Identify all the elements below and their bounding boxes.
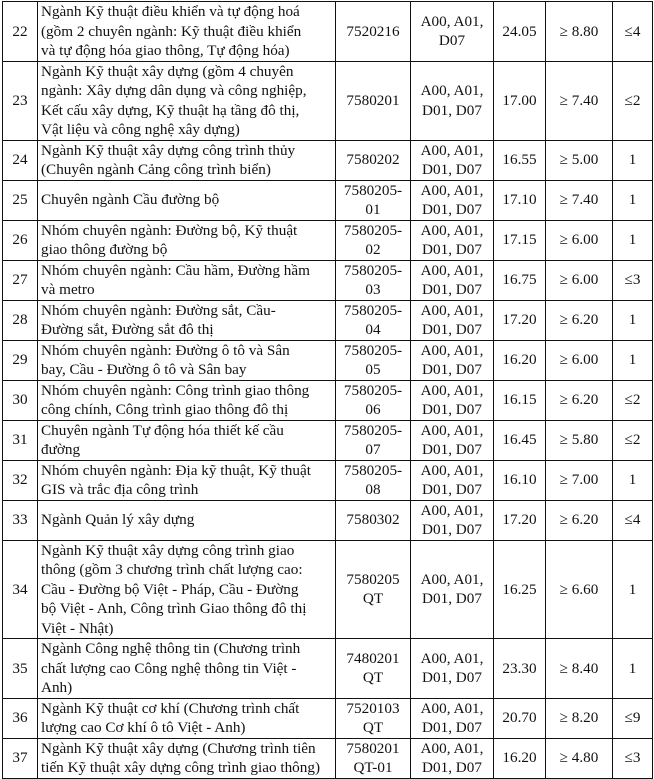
program-code: 7580202 <box>336 140 411 180</box>
table-row <box>3 300 653 340</box>
program-name: Chuyên ngành Cầu đường bộ <box>38 180 336 220</box>
program-name: Ngành Kỹ thuật điều khiển và tự động hoá (gồm 2 chuyên ngành: Kỹ thuật điều khiển và tự động hóa giao thông, Tự động hóa) <box>38 2 336 62</box>
subject-combinations: A00, A01, D01, D07 <box>411 61 494 140</box>
table-row <box>3 639 653 699</box>
tie-break-order: ≤2 <box>613 420 653 460</box>
minimum-score: ≥ 6.00 <box>546 260 613 300</box>
program-name: Ngành Kỹ thuật xây dựng (Chương trình tiên tiến Kỹ thuật xây dựng công trình giao thông) <box>38 738 336 778</box>
tie-break-order: 1 <box>613 180 653 220</box>
minimum-score: ≥ 8.20 <box>546 698 613 738</box>
admission-scores-table <box>2 1 653 779</box>
tie-break-order: ≤2 <box>613 380 653 420</box>
table-body <box>3 2 653 779</box>
minimum-score: ≥ 6.00 <box>546 340 613 380</box>
benchmark-score: 16.10 <box>494 460 546 500</box>
program-code: 7520103 QT <box>336 698 411 738</box>
tie-break-order: 1 <box>613 639 653 699</box>
table-row <box>3 340 653 380</box>
table-row <box>3 500 653 540</box>
program-code: 7580205- 02 <box>336 220 411 260</box>
minimum-score: ≥ 6.60 <box>546 540 613 639</box>
subject-combinations: A00, A01, D01, D07 <box>411 420 494 460</box>
benchmark-score: 16.45 <box>494 420 546 460</box>
program-name: Nhóm chuyên ngành: Đường sắt, Cầu- Đường sắt, Đường sắt đô thị <box>38 300 336 340</box>
minimum-score: ≥ 6.00 <box>546 220 613 260</box>
benchmark-score: 16.55 <box>494 140 546 180</box>
program-code: 7580205- 03 <box>336 260 411 300</box>
table-row <box>3 2 653 62</box>
benchmark-score: 16.20 <box>494 340 546 380</box>
subject-combinations: A00, A01, D01, D07 <box>411 540 494 639</box>
minimum-score: ≥ 8.80 <box>546 2 613 62</box>
benchmark-score: 17.20 <box>494 500 546 540</box>
subject-combinations: A00, A01, D01, D07 <box>411 260 494 300</box>
minimum-score: ≥ 6.20 <box>546 300 613 340</box>
row-number: 34 <box>3 540 38 639</box>
minimum-score: ≥ 5.00 <box>546 140 613 180</box>
tie-break-order: ≤4 <box>613 2 653 62</box>
table-row <box>3 738 653 778</box>
subject-combinations: A00, A01, D01, D07 <box>411 180 494 220</box>
subject-combinations: A00, A01, D01, D07 <box>411 220 494 260</box>
program-code: 7580205- 07 <box>336 420 411 460</box>
tie-break-order: 1 <box>613 540 653 639</box>
table-row <box>3 180 653 220</box>
program-code: 7580205- 05 <box>336 340 411 380</box>
tie-break-order: ≤4 <box>613 500 653 540</box>
tie-break-order: 1 <box>613 220 653 260</box>
row-number: 23 <box>3 61 38 140</box>
program-name: Nhóm chuyên ngành: Cầu hầm, Đường hầm và metro <box>38 260 336 300</box>
program-name: Nhóm chuyên ngành: Công trình giao thông công chính, Công trình giao thông đô thị <box>38 380 336 420</box>
table-row <box>3 380 653 420</box>
row-number: 37 <box>3 738 38 778</box>
subject-combinations: A00, A01, D01, D07 <box>411 698 494 738</box>
row-number: 32 <box>3 460 38 500</box>
program-code: 7580201 QT-01 <box>336 738 411 778</box>
program-name: Ngành Kỹ thuật xây dựng công trình thủy (Chuyên ngành Cảng công trình biển) <box>38 140 336 180</box>
row-number: 30 <box>3 380 38 420</box>
program-name: Ngành Kỹ thuật xây dựng công trình giao thông (gồm 3 chương trình chất lượng cao: Cầu - Đường bộ Việt - Pháp, Cầu - Đường bộ Việt - Anh, Công trình Giao thông đô thị Việt - Nhật) <box>38 540 336 639</box>
subject-combinations: A00, A01, D01, D07 <box>411 340 494 380</box>
program-code: 7580205 QT <box>336 540 411 639</box>
subject-combinations: A00, A01, D01, D07 <box>411 738 494 778</box>
program-name: Nhóm chuyên ngành: Đường ô tô và Sân bay, Cầu - Đường ô tô và Sân bay <box>38 340 336 380</box>
program-name: Chuyên ngành Tự động hóa thiết kế cầu đường <box>38 420 336 460</box>
tie-break-order: 1 <box>613 300 653 340</box>
table-row <box>3 540 653 639</box>
program-code: 7580302 <box>336 500 411 540</box>
benchmark-score: 16.20 <box>494 738 546 778</box>
tie-break-order: ≤2 <box>613 61 653 140</box>
benchmark-score: 16.25 <box>494 540 546 639</box>
row-number: 29 <box>3 340 38 380</box>
row-number: 36 <box>3 698 38 738</box>
table-row <box>3 460 653 500</box>
tie-break-order: ≤3 <box>613 260 653 300</box>
program-code: 7580205- 04 <box>336 300 411 340</box>
row-number: 33 <box>3 500 38 540</box>
benchmark-score: 17.15 <box>494 220 546 260</box>
program-code: 7480201 QT <box>336 639 411 699</box>
benchmark-score: 16.75 <box>494 260 546 300</box>
minimum-score: ≥ 5.80 <box>546 420 613 460</box>
row-number: 25 <box>3 180 38 220</box>
subject-combinations: A00, A01, D01, D07 <box>411 300 494 340</box>
minimum-score: ≥ 7.40 <box>546 61 613 140</box>
minimum-score: ≥ 6.20 <box>546 500 613 540</box>
row-number: 22 <box>3 2 38 62</box>
row-number: 28 <box>3 300 38 340</box>
program-code: 7580205- 06 <box>336 380 411 420</box>
program-name: Ngành Kỹ thuật cơ khí (Chương trình chất lượng cao Cơ khí ô tô Việt - Anh) <box>38 698 336 738</box>
benchmark-score: 17.20 <box>494 300 546 340</box>
tie-break-order: ≤3 <box>613 738 653 778</box>
benchmark-score: 23.30 <box>494 639 546 699</box>
table-row <box>3 420 653 460</box>
table-row <box>3 220 653 260</box>
subject-combinations: A00, A01, D01, D07 <box>411 380 494 420</box>
benchmark-score: 20.70 <box>494 698 546 738</box>
row-number: 26 <box>3 220 38 260</box>
tie-break-order: 1 <box>613 460 653 500</box>
benchmark-score: 17.00 <box>494 61 546 140</box>
minimum-score: ≥ 8.40 <box>546 639 613 699</box>
subject-combinations: A00, A01, D01, D07 <box>411 639 494 699</box>
row-number: 27 <box>3 260 38 300</box>
row-number: 31 <box>3 420 38 460</box>
tie-break-order: 1 <box>613 140 653 180</box>
program-code: 7580205- 08 <box>336 460 411 500</box>
table-row <box>3 698 653 738</box>
table-row <box>3 260 653 300</box>
tie-break-order: ≤9 <box>613 698 653 738</box>
tie-break-order: 1 <box>613 340 653 380</box>
row-number: 35 <box>3 639 38 699</box>
subject-combinations: A00, A01, D01, D07 <box>411 500 494 540</box>
row-number: 24 <box>3 140 38 180</box>
minimum-score: ≥ 4.80 <box>546 738 613 778</box>
benchmark-score: 17.10 <box>494 180 546 220</box>
benchmark-score: 16.15 <box>494 380 546 420</box>
program-code: 7580201 <box>336 61 411 140</box>
program-name: Nhóm chuyên ngành: Đường bộ, Kỹ thuật giao thông đường bộ <box>38 220 336 260</box>
table-row <box>3 140 653 180</box>
program-name: Nhóm chuyên ngành: Địa kỹ thuật, Kỹ thuật GIS và trắc địa công trình <box>38 460 336 500</box>
program-name: Ngành Quản lý xây dựng <box>38 500 336 540</box>
minimum-score: ≥ 6.20 <box>546 380 613 420</box>
subject-combinations: A00, A01, D01, D07 <box>411 460 494 500</box>
program-name: Ngành Công nghệ thông tin (Chương trình chất lượng cao Công nghệ thông tin Việt - Anh) <box>38 639 336 699</box>
subject-combinations: A00, A01, D07 <box>411 2 494 62</box>
program-name: Ngành Kỹ thuật xây dựng (gồm 4 chuyên ngành: Xây dựng dân dụng và công nghiệp, Kết cấu xây dựng, Kỹ thuật hạ tầng đô thị, Vật liệu và công nghệ xây dựng) <box>38 61 336 140</box>
minimum-score: ≥ 7.00 <box>546 460 613 500</box>
minimum-score: ≥ 7.40 <box>546 180 613 220</box>
program-code: 7580205- 01 <box>336 180 411 220</box>
table-row <box>3 61 653 140</box>
subject-combinations: A00, A01, D01, D07 <box>411 140 494 180</box>
benchmark-score: 24.05 <box>494 2 546 62</box>
program-code: 7520216 <box>336 2 411 62</box>
